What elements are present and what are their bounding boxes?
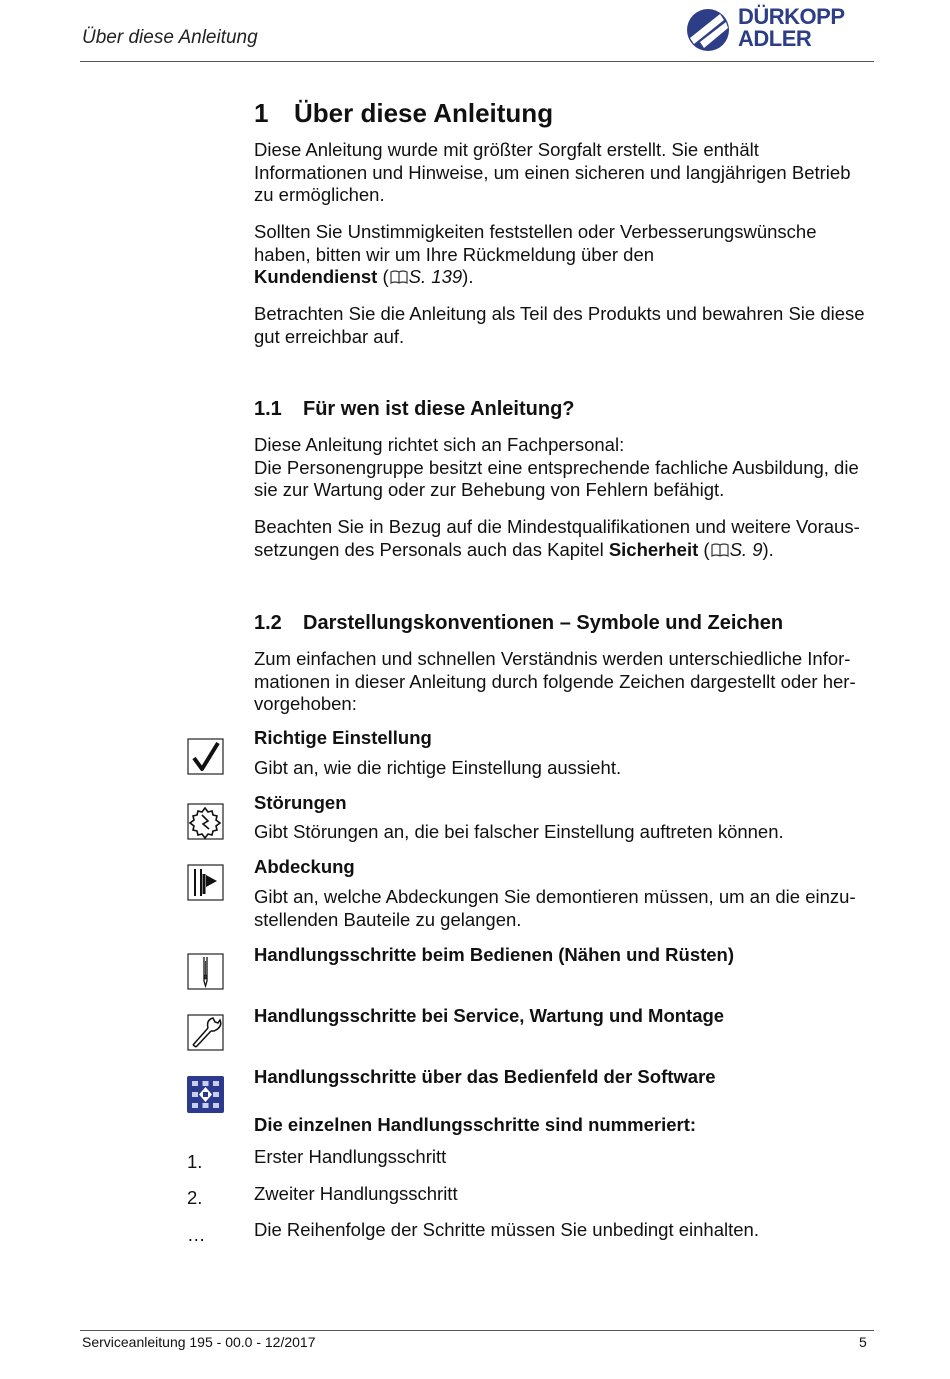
section-number: 1.2 — [254, 612, 282, 634]
section-1-heading — [254, 98, 553, 129]
section-1-paragraph-2: Sollten Sie Unstimmigkeiten feststellen oder Verbesserungswünsche haben, bitten wir um Ihre Rückmeldung über den Kundendienst ( S. 139). — [254, 221, 817, 288]
running-header: Über diese Anleitung — [82, 27, 258, 48]
footer-document-id: Serviceanleitung 195 - 00.0 - 12/2017 — [82, 1334, 316, 1350]
cover-icon — [187, 864, 224, 901]
section-1-paragraph-3: Betrachten Sie die Anleitung als Teil des Produkts und bewahren Sie diese gut erreichbar auf. — [254, 303, 865, 347]
gear-fault-icon — [187, 803, 224, 840]
header-divider — [80, 61, 874, 62]
wrench-icon — [187, 1014, 224, 1051]
logo-mark-icon — [686, 8, 730, 52]
paragraph-line: Diese Anleitung richtet sich an Fachpersonal: — [254, 434, 625, 455]
symbol-title: Abdeckung — [254, 856, 355, 877]
symbol-title: Störungen — [254, 792, 347, 813]
symbol-title: Handlungsschritte über das Bedienfeld der Software — [254, 1066, 716, 1087]
section-1-2-heading — [254, 612, 783, 635]
book-icon — [711, 543, 729, 557]
section-title: Über diese Anleitung — [294, 98, 554, 128]
section-1-paragraph-1: Diese Anleitung wurde mit größter Sorgfalt erstellt. Sie enthält Informationen und Hinweise, um einen sicheren und langjährigen Betrieb zu ermöglichen. — [254, 139, 851, 206]
safety-chapter-label: Sicherheit — [608, 538, 699, 560]
section-1-1-heading — [254, 398, 575, 421]
paragraph-text: Beachten Sie in Bezug auf die Mindestqualifikationen und weitere Voraus-setzungen des Personals auch das Kapitel — [254, 516, 860, 560]
paragraph-line: Die Personengruppe besitzt eine entsprechende fachliche Ausbildung, die sie zur Wartung oder zur Behebung von Fehlern befähigt. — [254, 456, 859, 501]
section-title: Darstellungskonventionen – Symbole und Zeichen — [303, 612, 784, 634]
symbol-title: Handlungsschritte bei Service, Wartung und Montage — [254, 1005, 725, 1026]
duerkopp-adler-logo — [686, 6, 876, 56]
symbol-description — [254, 886, 874, 931]
step-text: Die Reihenfolge der Schritte müssen Sie unbedingt einhalten. — [254, 1219, 759, 1240]
paragraph-text: Sollten Sie Unstimmigkeiten feststellen oder Verbesserungswünsche haben, bitten wir um Ihre Rückmeldung über den — [254, 221, 817, 265]
needle-icon — [187, 953, 224, 990]
symbol-title: Handlungsschritte beim Bedienen (Nähen und Rüsten) — [254, 944, 735, 965]
symbol-description-text: Gibt an, welche Abdeckungen Sie demontieren müssen, um an die einzu-stellenden Bauteile zu gelangen. — [254, 886, 856, 930]
step-text: Erster Handlungsschritt — [254, 1146, 447, 1167]
section-title: Für wen ist diese Anleitung? — [303, 398, 575, 420]
step-text: Zweiter Handlungsschritt — [254, 1183, 458, 1204]
page-reference-link[interactable]: S. 139 — [408, 266, 463, 288]
logo-line2: ADLER — [738, 26, 812, 51]
section-1-1-paragraph-1 — [254, 434, 874, 502]
symbol-description: Gibt Störungen an, die bei falscher Einstellung auftreten können. — [254, 821, 784, 842]
page-reference-link[interactable]: S. 9 — [729, 538, 763, 560]
step-number: 1. — [187, 1151, 203, 1172]
section-number: 1 — [254, 98, 269, 128]
footer-divider — [80, 1330, 874, 1331]
section-1-2-intro: Zum einfachen und schnellen Verständnis werden unterschiedliche Infor-mationen in dieser Anleitung durch folgende Zeichen dargestellt oder her-vorgehoben: — [254, 648, 856, 715]
steps-heading: Die einzelnen Handlungsschritte sind nummeriert: — [254, 1114, 697, 1135]
step-number: 2. — [187, 1187, 203, 1208]
logo-text — [738, 6, 845, 50]
section-number: 1.1 — [254, 398, 282, 420]
checkmark-icon — [187, 738, 224, 775]
control-panel-icon — [187, 1076, 224, 1113]
symbol-description: Gibt an, wie die richtige Einstellung aussieht. — [254, 757, 622, 778]
section-1-1-paragraph-2: Beachten Sie in Bezug auf die Mindestqualifikationen und weitere Voraus-setzungen des Personals auch das Kapitel Sicherheit ( S. 9). — [254, 516, 860, 560]
symbol-title: Richtige Einstellung — [254, 727, 432, 748]
customer-service-label: Kundendienst — [254, 266, 378, 288]
step-ellipsis: … — [187, 1224, 206, 1245]
logo-line1: DÜRKOPP — [738, 4, 845, 29]
book-icon — [390, 270, 408, 284]
page-number: 5 — [859, 1334, 867, 1350]
